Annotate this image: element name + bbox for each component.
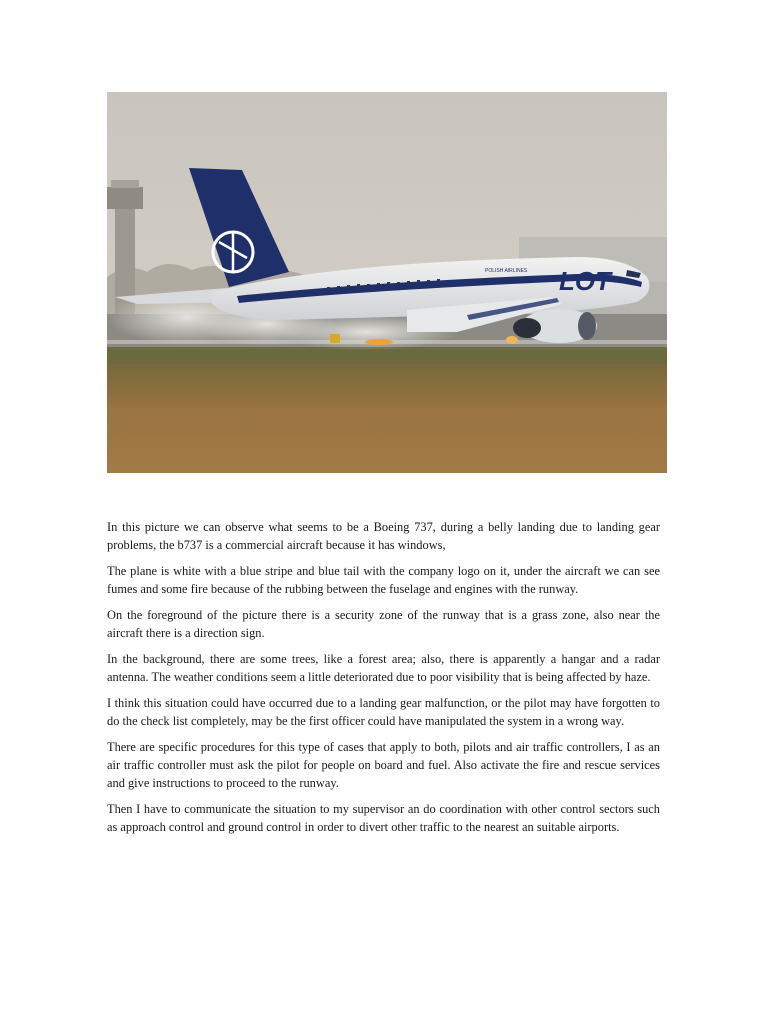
essay-text <box>107 518 660 844</box>
fire-sparks <box>365 339 393 345</box>
direction-sign <box>330 334 340 343</box>
grass-safety-zone <box>107 347 667 473</box>
belly-landing-illustration <box>107 92 667 473</box>
paragraph-1: In this picture we can observe what seems to be a Boeing 737, during a belly landing due to landing gear problems, the b737 is a commercial aircraft because it has windows, <box>107 520 660 552</box>
paragraph-4: In the background, there are some trees, like a forest area; also, there is apparently a hangar and a radar antenna. The weather conditions seem a little deteriorated due to poor visibility that is being affected by haze. <box>107 652 660 684</box>
aircraft-photo <box>107 92 667 473</box>
airline-logo: LOT <box>559 266 611 296</box>
fuselage-script: POLISH AIRLINES <box>485 268 528 274</box>
paragraph-7: Then I have to communicate the situation to my supervisor an do coordination with other control sectors such as approach control and ground control in order to divert other traffic to the nearest an suitable airports. <box>107 802 660 834</box>
paragraph-6: There are specific procedures for this type of cases that apply to both, pilots and air traffic controllers, I as an air traffic controller must ask the pilot for people on board and fuel. Also activate the fire and rescue services and give instructions to proceed to the runway. <box>107 740 660 790</box>
paragraph-5: I think this situation could have occurred due to a landing gear malfunction, or the pilot may have forgotten to do the check list completely, may be the first officer could have manipulated the system in a wrong way. <box>107 696 660 728</box>
paragraph-2: The plane is white with a blue stripe and blue tail with the company logo on it, under the aircraft we can see fumes and some fire because of the rubbing between the fuselage and engines with the runway. <box>107 564 660 596</box>
paragraph-3: On the foreground of the picture there is a security zone of the runway that is a grass zone, also near the aircraft there is a direction sign. <box>107 608 660 640</box>
